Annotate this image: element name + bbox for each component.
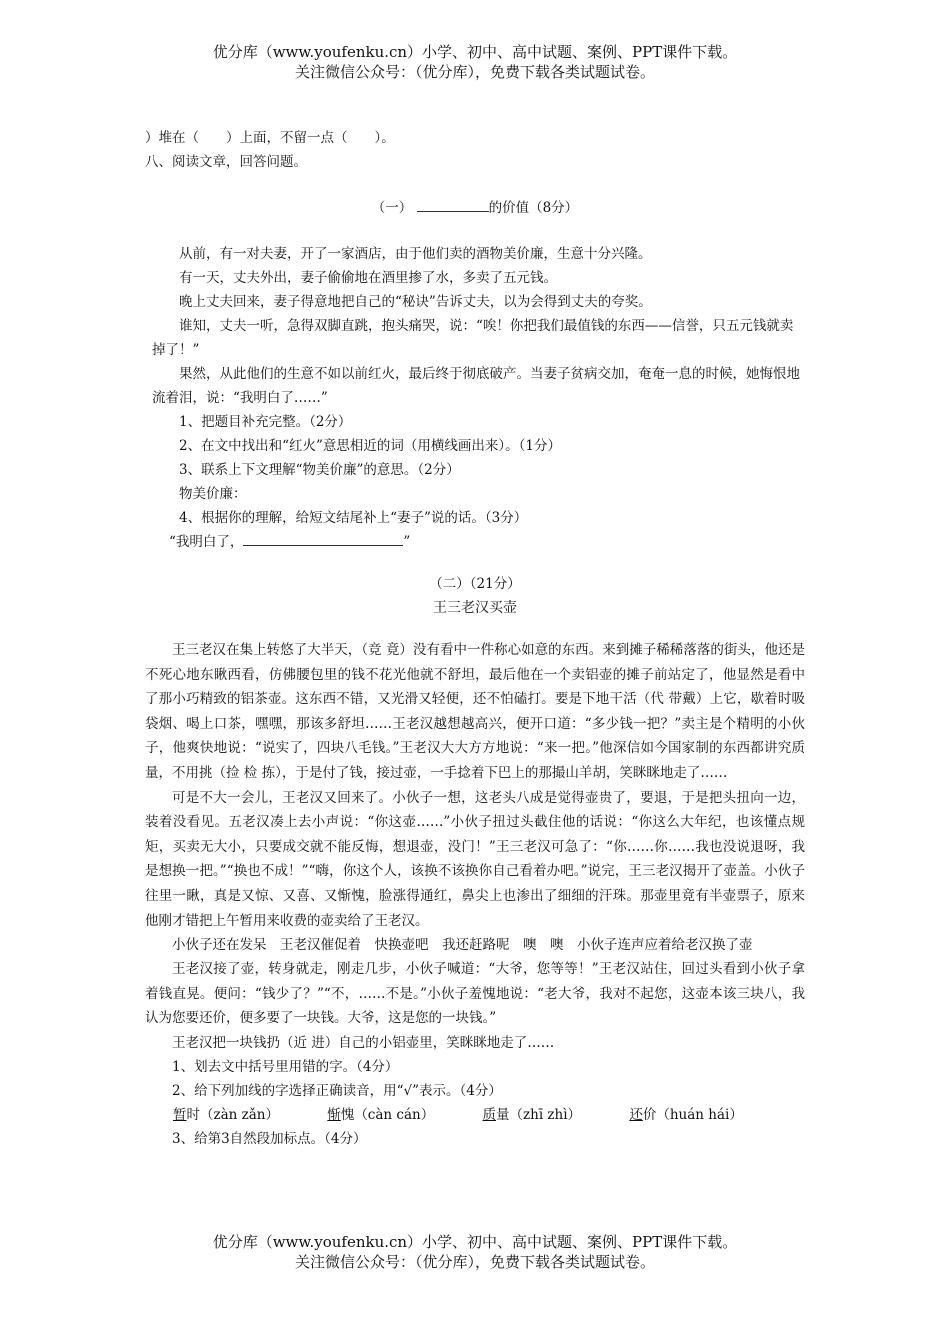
- header-line-1: 优分库（www.youfenku.cn）小学、初中、高中试题、案例、PPT课件下载。: [212, 43, 738, 61]
- document-body: [145, 126, 805, 1151]
- word-rest: 价: [642, 1106, 657, 1123]
- pinyin-item: [173, 1107, 279, 1123]
- pinyin-choices: （zhī zhì）: [509, 1106, 582, 1123]
- part2-question-3: 3、给第3自然段加标点。（4分）: [172, 1130, 367, 1147]
- part1-paragraph: 有一天，丈夫外出，妻子偷偷地在酒里掺了水，多卖了五元钱。: [179, 270, 557, 286]
- word-rest: 量: [496, 1106, 510, 1123]
- underlined-char: 还: [629, 1106, 643, 1123]
- part1-paragraph: 谁知，丈夫一听，急得双脚直跳，抱头痛哭，说：“唉！你把我们最值钱的东西——信誉，只五元钱就卖掉了！”: [152, 318, 794, 358]
- part1-title-right: 的价值（8分）: [488, 200, 579, 216]
- part2-question-1: 1、划去文中括号里用错的字。（4分）: [172, 1058, 399, 1075]
- part2-paragraph: 王老汉接了壶，转身就走，刚走几步，小伙子喊道：“大爷，您等等！”王老汉站住，回过头看到小伙子拿着钱直晃。便问：“钱少了？”“不，……不是。”小伙子羞愧地说：“老大爷，我对不起您，这壶本该三块八，我认为您要还价，便多要了一块钱。大爷，这是您的一块钱。”: [145, 961, 805, 1027]
- header-line-2: 关注微信公众号：（优分库），免费下载各类试题试卷。: [294, 63, 655, 81]
- section8-title: 八、阅读文章，回答问题。: [145, 154, 307, 170]
- part2-paragraph-unpunctuated: 小伙子还在发呆 王老汉催促着 快换壶吧 我还赶路呢 噢 噢 小伙子连声应着给老汉换了壶: [172, 937, 753, 954]
- pinyin-choices: （càn cán）: [354, 1106, 435, 1123]
- part1-question-1: 1、把题目补充完整。（2分）: [179, 414, 352, 430]
- q4-prefix: “我明白了，: [169, 534, 244, 550]
- underlined-char: 质: [482, 1106, 497, 1123]
- pinyin-options: [145, 1103, 805, 1127]
- part2-heading: （二）（21分）: [429, 576, 521, 592]
- page-header: [0, 42, 950, 82]
- word-rest: 时: [186, 1106, 200, 1123]
- word-rest: 愧: [340, 1106, 355, 1123]
- footer-line-1: 优分库（www.youfenku.cn）小学、初中、高中试题、案例、PPT课件下载。: [212, 1233, 738, 1251]
- q4-suffix: ”: [403, 534, 411, 550]
- pinyin-item: [629, 1107, 742, 1123]
- page-footer: [0, 1232, 950, 1272]
- part1-paragraph: 果然，从此他们的生意不如以前红火，最后终于彻底破产。当妻子贫病交加，奄奄一息的时候，她悔恨地流着泪，说：“我明白了……”: [152, 366, 800, 406]
- part1-title-left: （一）: [371, 200, 413, 216]
- pinyin-choices: （zàn zǎn）: [200, 1106, 280, 1123]
- part1-paragraph: 晚上丈夫回来，妻子得意地把自己的“秘诀”告诉丈夫，以为会得到丈夫的夸奖。: [179, 294, 652, 310]
- part1-question-2: 2、在文中找出和“红火”意思相近的词（用横线画出来）。（1分）: [179, 438, 561, 454]
- part1-q4-answer: [145, 530, 805, 554]
- pinyin-choices: （huán hái）: [656, 1106, 743, 1123]
- part1-title: [145, 196, 805, 220]
- underlined-char: 暂: [173, 1106, 187, 1123]
- title-blank: [417, 197, 489, 212]
- part1-question-3: 3、联系上下文理解“物美价廉”的意思。（2分）: [179, 462, 460, 478]
- pinyin-item: [327, 1107, 434, 1123]
- pinyin-item: [483, 1107, 582, 1123]
- part1-paragraph: 从前，有一对夫妻，开了一家酒店，由于他们卖的酒物美价廉，生意十分兴隆。: [179, 246, 652, 262]
- footer-line-2: 关注微信公众号：（优分库），免费下载各类试题试卷。: [294, 1253, 655, 1271]
- underlined-char: 惭: [327, 1106, 341, 1123]
- part2-paragraph: 可是不大一会儿，王老汉又回来了。小伙子一想，这老头八成是觉得壶贵了，要退，于是把头扭向一边，装着没看见。五老汉凑上去小声说：“你这壶……”小伙子扭过头截住他的话说：“你这么大年纪，也该懂点规矩，买卖无大小，只要成交就不能反悔，想退壶，没门！”王三老汉可急了：“你……你……我也没说退呀，我是想换一把。”“换也不成！”“嗨，你这个人，该换不该换你自己看着办吧。”说完，王三老汉揭开了壶盖。小伙子往里一瞅，真是又惊、又喜、又惭愧，脸涨得通红，鼻尖上也渗出了细细的汗珠。那壶里竟有半壶票子，原来他刚才错把上午暂用来收费的壶卖给了王老汉。: [145, 789, 805, 929]
- part2-question-2: 2、给下列加线的字选择正确读音，用“√”表示。（4分）: [172, 1082, 502, 1099]
- part2-title: 王三老汉买壶: [433, 600, 517, 616]
- top-fragment: ）堆在（ ）上面，不留一点（ ）。: [145, 130, 395, 146]
- answer-blank: [243, 531, 403, 546]
- part2-paragraph: 王三老汉在集上转悠了大半天，（竞 竟）没有看中一件称心如意的东西。来到摊子稀稀落落的街头，他还是不死心地东瞅西看，仿佛腰包里的钱不花光他就不舒坦，最后他在一个卖铝壶的摊子前站定了，他显然是看中了那小巧精致的铝茶壶。这东西不错，又光滑又轻便，还不怕磕打。要是下地干活（代 带戴）上它，歇着时吸袋烟、喝上口茶，嘿嘿，那该多舒坦……王老汉越想越高兴，便开口道：“多少钱一把？”卖主是个精明的小伙子，他爽快地说：“说实了，四块八毛钱。”王老汉大大方方地说：“来一把。”他深信如今国家制的东西都讲究质量，不用挑（捡 检 拣），于是付了钱，接过壶，一手捻着下巴上的那撮山羊胡，笑眯眯地走了……: [145, 642, 805, 781]
- part2-paragraph: 王老汉把一块钱扔（近 进）自己的小铝壶里，笑眯眯地走了……: [172, 1034, 555, 1051]
- part1-question-4: 4、根据你的理解，给短文结尾补上“妻子”说的话。（3分）: [179, 510, 528, 526]
- part1-q3-label: 物美价廉：: [179, 486, 247, 502]
